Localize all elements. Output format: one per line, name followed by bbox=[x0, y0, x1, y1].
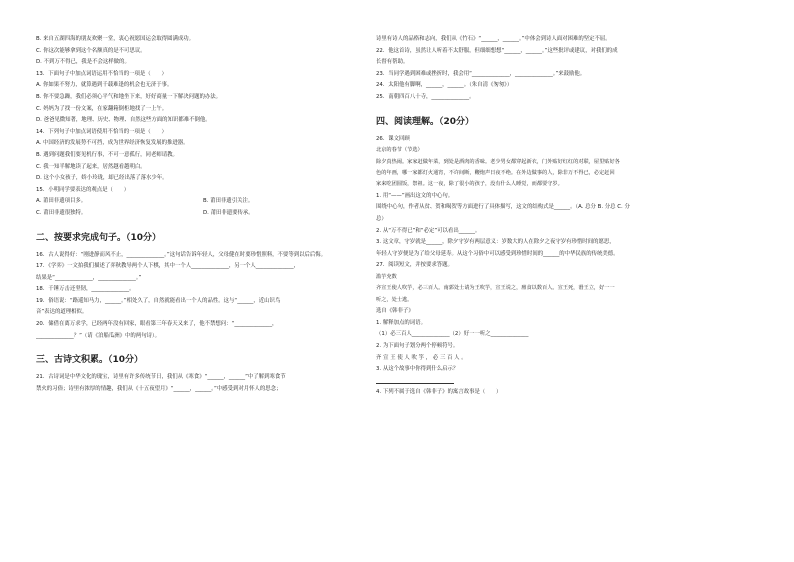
option-c: C. 妈妈为了找一份文案，在家翻箱倒柜地找了一上午。 bbox=[36, 105, 168, 112]
passage-line: 色的年画，哪一家都灯火通宵，不许间断，鞭炮声日夜不绝。在外边做事的人，除非万不得已，必定赶回 bbox=[376, 169, 615, 176]
option-a: A. 你如果不努力，就算遇到千载难逢的机会也无济于事。 bbox=[36, 82, 173, 89]
text-line: 1. 解释加点的词语。 bbox=[376, 319, 426, 326]
passage-line: 除夕真热闹。家家赶做年菜，到处是酒肉的香味。老少男女都穿起新衣，门外贴好红红的对联，屋里贴好各 bbox=[376, 158, 620, 165]
left-column bbox=[36, 34, 370, 395]
text-line: 诗里有诗人的品格和志向，我们从《竹石》“______，______。”中体会到诗人面对困难的坚定不屈。 bbox=[376, 36, 611, 42]
text-line: 16．古人说得好：“刚进静而风不止，______________。”这句话告诉年轻人，父母健在时要珍惜照料，不要等到以后后悔。 bbox=[36, 251, 327, 258]
option-c: C. 莆田非遗很独特。 bbox=[36, 209, 87, 216]
text-line: 长督有帮助。 bbox=[376, 59, 409, 66]
text-line: 20．储借在离万求学，已经两年没有回家，眼看第三年春天又来了，他不禁想问：“______________， bbox=[36, 321, 278, 328]
text-line: 22．他这首诗，虽然让人听着不太舒服，但细细想想“______，______。”这些批评或建议，对我们的成 bbox=[376, 47, 618, 54]
option-d: D. 莆田非遗要传承。 bbox=[203, 209, 254, 216]
text-line: 齐 宣 王 使 人 吹 竽 ， 必 三 百 人 。 bbox=[376, 354, 467, 361]
option-row bbox=[36, 208, 370, 220]
option-b: B. 遇到问题我们要见机行事，不可一意孤行，同老师请教。 bbox=[36, 151, 178, 158]
question-27-label: 27．阅读短文，并按要求答题。 bbox=[376, 262, 453, 269]
text-line: 18．千锤万击还坚韧，______________。 bbox=[36, 286, 135, 293]
option-row bbox=[36, 196, 370, 208]
story-line: 听之，处士逃。 bbox=[376, 296, 413, 303]
question-13-stem: 13．下面句子中加点词语运用不恰当的一项是（ ） bbox=[36, 70, 167, 77]
text-line: 结果是“______________，______________。” bbox=[36, 274, 142, 281]
text-line: 3. 从这个故事中你得到什么启示？ bbox=[376, 366, 459, 373]
text-line: 19．俗语说：“路遥知马力，______。”相处久了，自然就能看出一个人的品性。这与“______，近山识鸟 bbox=[36, 297, 281, 304]
question-line: 围绕中心句，作者从贫、贺和喝贺等方面进行了具体描写，这文的结构式是______。（A. 总分 B. 分总 C. 分 bbox=[376, 204, 630, 211]
option-b: B. 你不要急躁，我们必须心平气和地坐下来，好好商量一下解决问题的办法。 bbox=[36, 93, 222, 100]
option-d: D. 这个小女孩子，娇小玲珑，却已经出落了落水少年。 bbox=[36, 175, 168, 182]
answer-blank bbox=[376, 376, 756, 388]
text-line: 4. 下列不属于选自《韩非子》的寓言故事是（ ） bbox=[376, 389, 502, 396]
text-line: 21．古诗词是中华文化的瑰宝，诗里有许多传统节日，我们从《寒食》“______，______”中了解到寒食节 bbox=[36, 374, 286, 381]
story-title: 滥竽充数 bbox=[376, 273, 397, 280]
text-line: 24．太阳他有脚啊，______，______。（朱自清《匆匆》） bbox=[376, 82, 513, 89]
text-line: B. 来自五湖四海的朋友欢聚一堂，衷心祝愿国运会取得圆满成功。 bbox=[36, 36, 195, 42]
passage-title: 北京的春节（节选） bbox=[376, 147, 423, 154]
answer-line bbox=[376, 377, 454, 384]
text-line: （1）必三百人______________（2）好一一听之______________ bbox=[376, 331, 529, 338]
question-line: 总） bbox=[376, 215, 387, 222]
text-line: ______________？”（请《泊船瓜洲》中的两句诗）。 bbox=[36, 332, 161, 339]
option-d: D. 爸爸见微知著，地理、历史、物理、自然这些方面的知识都难不倒他。 bbox=[36, 117, 211, 124]
section-3-title: 三、古诗文积累。（10分） bbox=[36, 355, 144, 366]
section-2-title: 二、按要求完成句子。（10分） bbox=[36, 232, 162, 243]
text-line: C. 你这次能够拿到这个名额真的是不可思议。 bbox=[36, 47, 146, 54]
section-4-title: 四、阅读理解。（20分） bbox=[376, 116, 475, 127]
question-line: 2. 从“万不得已”和“必定”可以看出______。 bbox=[376, 227, 481, 234]
question-line: 1. 用“——”画出这文的中心句。 bbox=[376, 192, 454, 199]
option-a: A. 莆田非遗项目多。 bbox=[36, 198, 87, 205]
question-14-stem: 14．下列句子中加点词语使用不恰当的一项是（ ） bbox=[36, 128, 167, 135]
option-a: A. 中国经济的发展势不可挡，成为世界经济恢复发展的推进器。 bbox=[36, 140, 189, 147]
text-line: D. 不到万不得已，我是不会这样做的。 bbox=[36, 59, 130, 66]
text-line: 25．南朝四百八十寺，______________。 bbox=[376, 93, 475, 100]
option-c: C. 我一知半解地读了起来，居然越看越明白。 bbox=[36, 163, 146, 170]
passage-line: 家来吃团圆饭，祭祖。这一夜，除了很小的孩子，没有什么人睡觉，而都要守岁。 bbox=[376, 181, 563, 188]
text-line: 音”表达的道理相似。 bbox=[36, 309, 88, 316]
question-15-stem: 15．小明同学要表达的观点是（ ） bbox=[36, 186, 130, 193]
text-line: 禁火的习俗；诗里有浓厚的情趣，我们从《十五夜望月》“______，______。”中感受到对月怀人的思念； bbox=[36, 385, 282, 392]
story-line: 齐宣王使人吹竽，必三百人。南郭处士请为王吹竽，宣王说之，廪食以数百人。宣王死，湣王立，好一一 bbox=[376, 285, 615, 292]
question-line: 年轻人守岁便是为了给父母延寿。从这个习俗中可以感受到珍惜时间的______的中华民族的传统美德。 bbox=[376, 250, 619, 257]
text-line: 23．当同学遇到困难或挫折时，我会用“______________，______________。”来鼓励他。 bbox=[376, 70, 586, 77]
text-line: 选自《韩非子》 bbox=[376, 308, 414, 315]
question-line: 3. 这文章，守岁就是______，除夕守岁有两层意义：岁数大的人在除夕之夜守岁有珍惜时间的愿思， bbox=[376, 239, 615, 246]
option-b: B. 莆田非遗引关注。 bbox=[203, 198, 254, 205]
text-line: 2. 为下面句子划分两个停顿符号。 bbox=[376, 342, 459, 349]
text-line: 17．《学弈》一文拍我们描述了弈秋教导两个人下棋，其中一个人______________，另一个人______________， bbox=[36, 263, 299, 270]
question-26-label: 26．课文回顾 bbox=[376, 135, 410, 142]
right-column bbox=[376, 34, 756, 399]
